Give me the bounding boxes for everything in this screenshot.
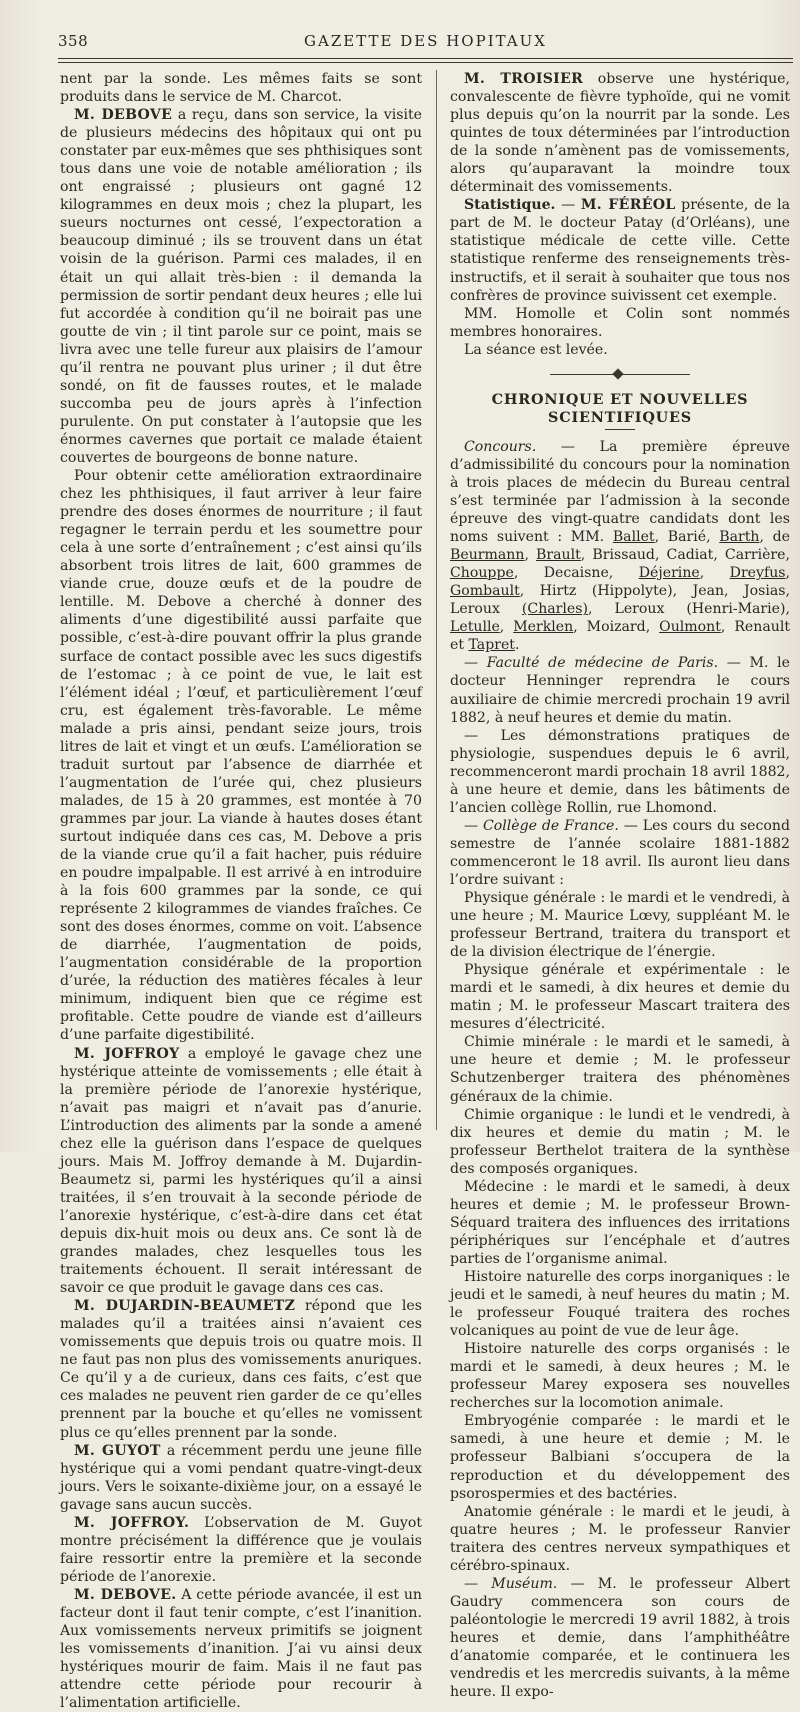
speaker-name: M. GUYOT [74, 1442, 161, 1459]
section-title-rule [605, 429, 635, 430]
paragraph-text: a employé le gavage chez une hystérique atteinte de vomissements ; elle était à la première période de l’anorexie hystérique, n’avait pas maigri et n’avait pas d’anurie. L’introduction des aliments par la sonde a amené chez elle la guérison dans l’espace de quelques jours. Mais M. Joffroy demande à M. Dujardin-Beaumetz si, parmi les hystériques qu’il a ainsi traitées, il s’en trouvait à la seconde période de l’anorexie hystérique, c’est-à-dire dans cet état depuis dix-huit mois ou deux ans. Ce sont là de grandes malades, chez lesquelles tous les traitements échouent. Il serait intéressant de savoir ce que produit le gavage dans ces cas. [60, 1045, 422, 1297]
header-rule-thin [58, 62, 793, 63]
paragraph-text: , Brissaud, Cadiat, Carrière, [580, 547, 790, 564]
paragraph-text: présente, de la part de M. le docteur Patay (d’Orléans), une statistique médicale de cette ville. Cette statistique renferme des renseignements très-instructifs, et il serait à souhaiter que tous nos confrères de province suivissent cet exemple. [450, 197, 790, 304]
paragraph-lead: — Muséum. [464, 1575, 558, 1592]
paragraph [60, 1586, 422, 1712]
paragraph: Embryogénie comparée : le mardi et le samedi, à une heure et demie ; M. le professeur Balbiani s’occupera de la reproduction et du développement des psorospermies et des bactéries. [450, 1413, 790, 1502]
header-rule [58, 58, 793, 59]
candidate-name: Barth [719, 529, 760, 546]
paragraph-text: , [785, 565, 790, 582]
paragraph-text: — Les cours du second semestre de l’année scolaire 1881-1882 commenceront le 18 avril. Ils auront lieu dans l’ordre suivant : [450, 817, 790, 888]
paragraph [60, 1442, 422, 1514]
paragraph: — Les démonstrations pratiques de physiologie, suspendues depuis le 6 avril, recommenceront mardi prochain 18 avril 1882, à une heure et demie, dans les bâtiments de l’ancien collège Rollin, rue Lhomond. [450, 727, 790, 816]
paragraph [450, 438, 790, 655]
paragraph: MM. Homolle et Colin sont nommés membres honoraires. [450, 305, 790, 340]
paragraph: Physique générale et expérimentale : le mardi et le samedi, à dix heures et demie du matin ; M. le professeur Mascart traitera des mesures d’électricité. [450, 962, 790, 1033]
candidate-name: Chouppe [450, 565, 514, 582]
paragraph [450, 1575, 790, 1701]
speaker-name: M. JOFFROY [74, 1045, 180, 1062]
paragraph-text: , Decaisne, [513, 565, 639, 582]
paragraph-text: — M. le professeur Albert Gaudry commencera son cours de paléontologie le mercredi 19 avril 1882, à trois heures et demie, dans l’amphithéâtre d’anatomie comparée, et le continuera les vendredis et les mercredis suivants, à la même heure. Il expo- [450, 1575, 791, 1701]
candidate-name: Ballet [612, 529, 655, 546]
dash: — [555, 197, 581, 214]
paragraph: Anatomie générale : le mardi et le jeudi, à quatre heures ; M. le professeur Ranvier traitera des centres nerveux sympathiques et cérébro-spinaux. [450, 1503, 790, 1574]
paragraph-text: observe une hystérique, convalescente de fièvre typhoïde, qui ne vomit plus depuis qu’on la nourrit par la sonde. Les quintes de toux déterminées par l’introduction de la sonde n’amènent pas de vomissements, alors qu’auparavant la moindre toux déterminait des vomissements. [450, 71, 790, 196]
paragraph-text: , Hirtz (Hippolyte), Jean, Josias, Leroux [450, 583, 790, 618]
column-divider [436, 70, 437, 1130]
paragraph-text: , [499, 619, 514, 636]
paragraph: Physique générale : le mardi et le vendredi, à une heure ; M. Maurice Lœvy, suppléant M. le professeur Bertrand, traitera du transport et de la division électrique de l’énergie. [450, 890, 790, 961]
paragraph-text: répond que les malades qu’il a traitées ainsi n’avaient ces vomissements que depuis trois ou quatre mois. Il ne faut pas non plus des vomissements anuriques. Ce qu’il y a de curieux, dans ces faits, c’est que ces malades ne peuvent rien garder de ce qu’elles prennent par la bouche et qu’elles ne vomissent plus ce qu’elles prennent par la sonde. [60, 1298, 422, 1441]
paragraph [450, 196, 790, 304]
paragraph-text: a récemment perdu une jeune fille hystérique qui a vomi pendant quatre-vingt-deux jours. Vers le soixante-dixième jour, on a essayé le gavage sans aucun succès. [60, 1442, 423, 1513]
paragraph [450, 654, 790, 726]
left-column [60, 70, 422, 1712]
paragraph-text: , Leroux (Henri-Marie), [588, 601, 790, 618]
candidate-name: Gombault [450, 583, 520, 600]
paragraph-lead: — Faculté de médecine de Paris. [464, 655, 719, 672]
section-title: CHRONIQUE ET NOUVELLES SCIENTIFIQUES [491, 390, 749, 426]
paragraph-text: , de [759, 529, 791, 546]
candidate-name: Tapret [468, 637, 515, 654]
paragraph: Histoire naturelle des corps organisés : le mardi et le samedi, à deux heures ; M. le professeur Marey exposera ses nouvelles recherches sur la locomotion animale. [450, 1341, 790, 1412]
paragraph: Médecine : le mardi et le samedi, à deux heures et demie ; M. le professeur Brown-Séquard traitera des influences des irritations périphériques sur l’encéphale et d’autres parties de l’organisme animal. [450, 1178, 790, 1267]
candidate-name: Dreyfus [729, 565, 786, 582]
paragraph-lead: Statistique. [464, 197, 556, 214]
candidate-name: Oulmont [659, 619, 721, 636]
paragraph [450, 817, 790, 889]
paragraph-lead: Concours. [464, 438, 537, 455]
speaker-name: M. TROISIER [464, 71, 584, 87]
paragraph [60, 1045, 422, 1298]
speaker-name: M. JOFFROY. [74, 1514, 190, 1531]
section-divider [550, 369, 690, 379]
page-header [58, 28, 793, 58]
right-column [450, 70, 790, 1701]
paragraph-text: , Renault et [450, 619, 790, 654]
candidate-name: (Charles) [521, 601, 589, 618]
paragraph: Chimie organique : le lundi et le vendredi, à dix heures et demie du matin ; M. le professeur Berthelot traitera de la synthèse des composés organiques. [450, 1106, 790, 1177]
paragraph-text: , Moizard, [573, 619, 660, 636]
paragraph-text: A cette période avancée, il est un facteur dont il faut tenir compte, c’est l’inanition. Aux vomissements nerveux primitifs se joignent les vomissements d’inanition. J’ai vu ainsi deux hystériques mourir de faim. Mais il ne faut pas attendre cette période pour recourir à l’alimentation artificielle. [60, 1586, 422, 1712]
candidate-name: Brault [536, 547, 581, 564]
speaker-name: M. DEBOVE. [74, 1586, 177, 1603]
paragraph: Pour obtenir cette amélioration extraordinaire chez les phthisiques, il faut arriver à leur faire prendre des doses énormes de nourriture ; il faut regagner le terrain perdu et les soumettre pour cela à une sorte d’entraînement ; c’est ainsi qu’ils absorbent trois litres de lait, 600 grammes de viande crue, douze œufs et de la poudre de lentille. M. Debove a cherché à donner des aliments d’une digestibilité aussi parfaite que possible, c’est-à-dire pouvant offrir la plus grande surface de contact possible avec les sucs digestifs de l’estomac ; à ce point de vue, le lait est l’élément idéal ; l’œuf, et particulièrement l’œuf cru, est également très-favorable. Le même malade a pris ainsi, pendant seize jours, trois litres de lait et vingt et un œufs. L’amélioration se traduit surtout par l’absence de diarrhée et l’augmentation de l’urée qui, chez plusieurs malades, de 15 à 20 grammes, est montée à 70 grammes par jour. La viande à hautes doses étant surtout indiquée dans ces cas, M. Debove a pris de la viande crue qu’il a fait hacher, puis réduire en poudre impalpable. Il est arrivé à en introduire à la fois 600 grammes par la sonde, ce qui représente 2 kilogrammes de viandes fraîches. Ce sont des doses énormes, comme on voit. L’absence de diarrhée, l’augmentation de poids, l’augmentation considérable de la proportion d’urée, la réduction des matières fécales à leur minimum, indiquent bien que ce régime est profitable. Cette poudre de viande est d’ailleurs d’une parfaite digestibilité. [60, 468, 422, 1044]
paragraph-text: L’observation de M. Guyot montre précisément la différence que je voulais faire ressortir entre la première et la seconde période de l’anorexie. [60, 1514, 423, 1585]
paragraph-text: , [699, 565, 730, 582]
candidate-name: Merklen [513, 619, 574, 636]
running-title: GAZETTE DES HOPITAUX [304, 32, 547, 50]
paragraph-text: , [524, 547, 537, 564]
paragraph-text: a reçu, dans son service, la visite de plusieurs médecins des hôpitaux qui ont pu constater par eux-mêmes que ses phthisiques sont tous dans une voie de notable amélioration ; ils ont engraissé ; plusieurs ont gagné 12 kilogrammes en deux mois ; chez la plupart, les sueurs nocturnes ont cessé, l’expectoration a beaucoup diminué ; ils se trouvent dans un état voisin de la guérison. Parmi ces malades, il en était un qui allait très-bien : il demanda la permission de sortir pendant deux heures ; elle lui fut accordée à condition qu’il ne boirait pas une goutte de vin ; il tint parole sur ce point, mais se livra avec une telle fureur aux plaisirs de l’amour qu’il rentra ne pouvant plus uriner ; il dut être sondé, on fit de fausses routes, et le malade succomba peu de jours après à l’infection purulente. On put constater à l’autopsie que les énormes cavernes que portait ce malade étaient couvertes de bourgeons de bonne nature. [60, 107, 422, 466]
speaker-name: M. DEBOVE [74, 107, 173, 124]
paragraph-text: — M. le docteur Henninger reprendra le cours auxiliaire de chimie mercredi prochain 19 avril 1882, à neuf heures et demie du matin. [450, 655, 790, 726]
paragraph-text: — La première épreuve d’admissibilité du concours pour la nomination à trois places de médecin du Bureau central s’est terminée par l’admission à la seconde épreuve des vingt-quatre candidats dont les noms suivent : MM. [450, 438, 790, 546]
candidate-name: Déjerine [638, 565, 700, 582]
speaker-name: M. FÉRÉOL [580, 197, 676, 214]
paragraph: Chimie minérale : le mardi et le samedi, à une heure et demie ; M. le professeur Schutzenberger traitera des phénomènes généraux de la chimie. [450, 1034, 790, 1105]
paragraph-text: . [514, 637, 520, 654]
candidate-name: Beurmann [450, 547, 525, 564]
candidate-name: Letulle [450, 619, 500, 636]
paragraph-lead: — Collège de France. [464, 817, 619, 834]
paragraph [60, 1297, 422, 1441]
paragraph: La séance est levée. [464, 341, 608, 358]
paragraph [450, 70, 790, 196]
paragraph [60, 106, 422, 467]
paragraph-text: , Barié, [654, 529, 720, 546]
paragraph: nent par la sonde. Les mêmes faits se sont produits dans le service de M. Charcot. [60, 71, 422, 106]
paragraph [60, 1514, 422, 1586]
paragraph: Histoire naturelle des corps inorganiques : le jeudi et le samedi, à neuf heures du matin ; M. le professeur Fouqué traitera des roches volcaniques au point de vue de leur âge. [450, 1269, 790, 1340]
page-number: 358 [58, 32, 89, 50]
speaker-name: M. DUJARDIN-BEAUMETZ [74, 1298, 296, 1315]
